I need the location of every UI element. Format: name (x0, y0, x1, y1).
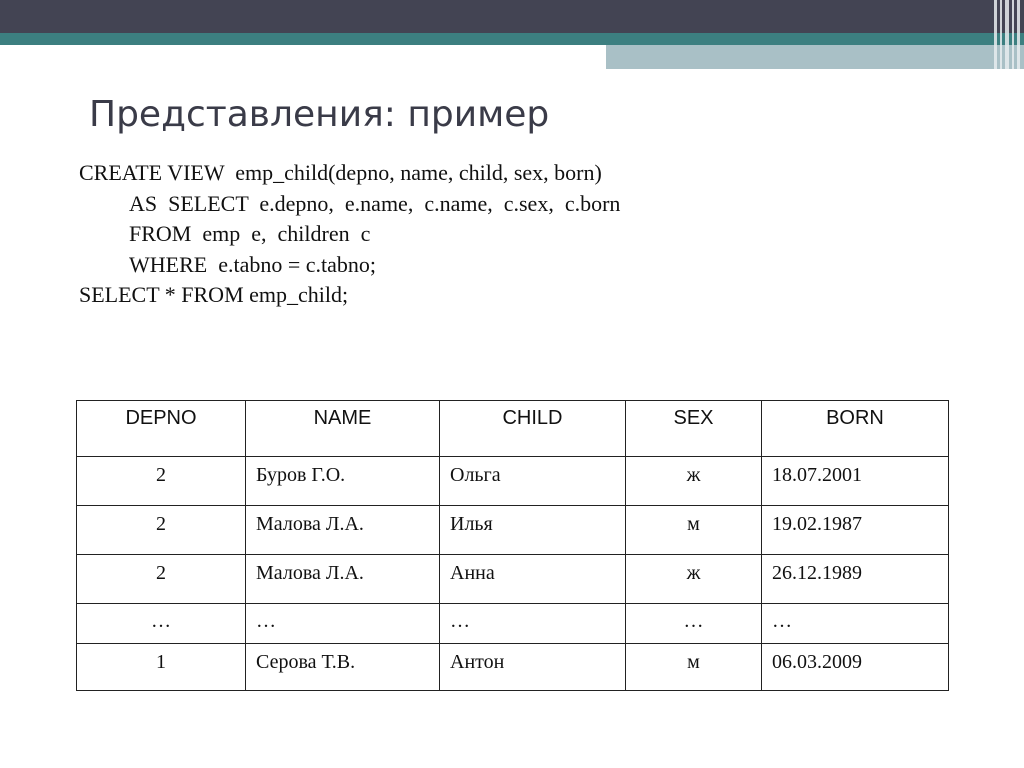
sql-code-block (79, 158, 620, 311)
cell-depno: 2 (77, 555, 246, 604)
table-row (77, 506, 949, 555)
cell-born: … (762, 604, 949, 644)
cell-born: 26.12.1989 (762, 555, 949, 604)
cell-sex: … (626, 604, 762, 644)
column-header-name: NAME (246, 401, 440, 457)
table-header-row (77, 401, 949, 457)
cell-sex: м (626, 644, 762, 691)
cell-name: Серова Т.В. (246, 644, 440, 691)
result-table (76, 400, 949, 691)
cell-child: Ольга (440, 457, 626, 506)
column-header-child: CHILD (440, 401, 626, 457)
table-row (77, 604, 949, 644)
column-header-born: BORN (762, 401, 949, 457)
cell-depno: 2 (77, 506, 246, 555)
cell-born: 06.03.2009 (762, 644, 949, 691)
table-row (77, 555, 949, 604)
cell-born: 19.02.1987 (762, 506, 949, 555)
code-line: CREATE VIEW emp_child(depno, name, child, sex, born) (79, 160, 602, 185)
column-header-depno: DEPNO (77, 401, 246, 457)
code-line: AS SELECT e.depno, e.name, c.name, c.sex, c.born (129, 190, 621, 216)
code-line: FROM emp e, children c (129, 221, 371, 246)
cell-sex: ж (626, 457, 762, 506)
cell-name: … (246, 604, 440, 644)
cell-depno: 2 (77, 457, 246, 506)
column-header-sex: SEX (626, 401, 762, 457)
code-line: SELECT * FROM emp_child; (79, 282, 349, 307)
cell-child: Анна (440, 555, 626, 604)
cell-sex: м (626, 506, 762, 555)
cell-name: Малова Л.А. (246, 506, 440, 555)
cell-depno: … (77, 604, 246, 644)
corner-stripes-decoration (990, 0, 1024, 69)
code-line: WHERE e.tabno = c.tabno; (129, 251, 377, 277)
table-row (77, 457, 949, 506)
header-bar-light (606, 45, 1024, 69)
slide-title: Представления: пример (89, 94, 550, 135)
cell-born: 18.07.2001 (762, 457, 949, 506)
cell-child: Антон (440, 644, 626, 691)
header-bar-gap (0, 45, 606, 49)
cell-sex: ж (626, 555, 762, 604)
cell-child: … (440, 604, 626, 644)
cell-name: Буров Г.О. (246, 457, 440, 506)
cell-name: Малова Л.А. (246, 555, 440, 604)
cell-child: Илья (440, 506, 626, 555)
cell-depno: 1 (77, 644, 246, 691)
table-row (77, 644, 949, 691)
header-bar-dark (0, 0, 1024, 33)
